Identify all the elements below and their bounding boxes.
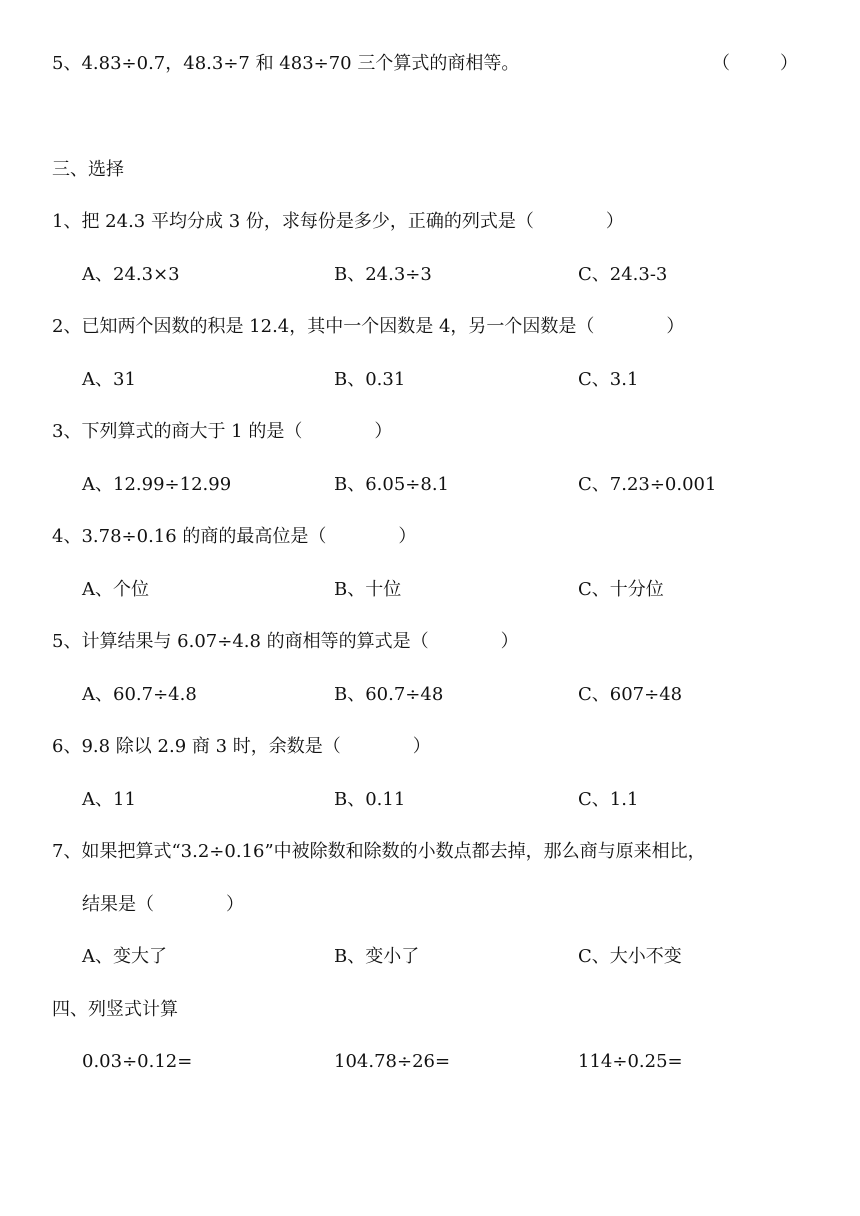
option-c: C、607÷48 [578, 684, 683, 705]
option-c: C、24.3-3 [578, 264, 668, 285]
choice-question-6: 6、9.8 除以 2.9 商 3 时，余数是（ ） [52, 736, 431, 757]
choice-question-7-continued: 结果是（ ） [82, 894, 244, 915]
option-a: A、24.3×3 [82, 264, 180, 285]
answer-bracket-close: ） [780, 53, 798, 74]
choice-question-1: 1、把 24.3 平均分成 3 份，求每份是多少，正确的列式是（ ） [52, 211, 624, 232]
option-b: B、6.05÷8.1 [334, 474, 450, 495]
option-a: A、60.7÷4.8 [82, 684, 197, 705]
option-c: C、十分位 [578, 579, 664, 600]
choice-question-4: 4、3.78÷0.16 的商的最高位是（ ） [52, 526, 417, 547]
calc-problem-3: 114÷0.25= [578, 1051, 683, 1072]
option-b: B、0.31 [334, 369, 406, 390]
option-a: A、31 [82, 369, 136, 390]
option-a: A、12.99÷12.99 [82, 474, 232, 495]
option-b: B、60.7÷48 [334, 684, 444, 705]
choice-question-3: 3、下列算式的商大于 1 的是（ ） [52, 421, 393, 442]
option-a: A、11 [82, 789, 136, 810]
choice-question-7: 7、如果把算式“3.2÷0.16”中被除数和除数的小数点都去掉，那么商与原来相比， [52, 841, 706, 862]
option-a: A、变大了 [82, 946, 167, 967]
option-a: A、个位 [82, 579, 149, 600]
answer-bracket-open: （ [712, 53, 730, 74]
option-b: B、0.11 [334, 789, 406, 810]
judge-question-5: 5、4.83÷0.7，48.3÷7 和 483÷70 三个算式的商相等。 [52, 53, 520, 74]
option-b: B、24.3÷3 [334, 264, 432, 285]
option-c: C、大小不变 [578, 946, 682, 967]
section-title-choice: 三、选择 [52, 159, 124, 180]
option-b: B、十位 [334, 579, 402, 600]
calc-problem-1: 0.03÷0.12= [82, 1051, 193, 1072]
option-c: C、3.1 [578, 369, 639, 390]
choice-question-5: 5、计算结果与 6.07÷4.8 的商相等的算式是（ ） [52, 631, 519, 652]
option-c: C、1.1 [578, 789, 639, 810]
option-b: B、变小了 [334, 946, 420, 967]
option-c: C、7.23÷0.001 [578, 474, 717, 495]
calc-problem-2: 104.78÷26= [334, 1051, 451, 1072]
choice-question-2: 2、已知两个因数的积是 12.4，其中一个因数是 4，另一个因数是（ ） [52, 316, 685, 337]
section-title-vertical-calc: 四、列竖式计算 [52, 999, 178, 1020]
